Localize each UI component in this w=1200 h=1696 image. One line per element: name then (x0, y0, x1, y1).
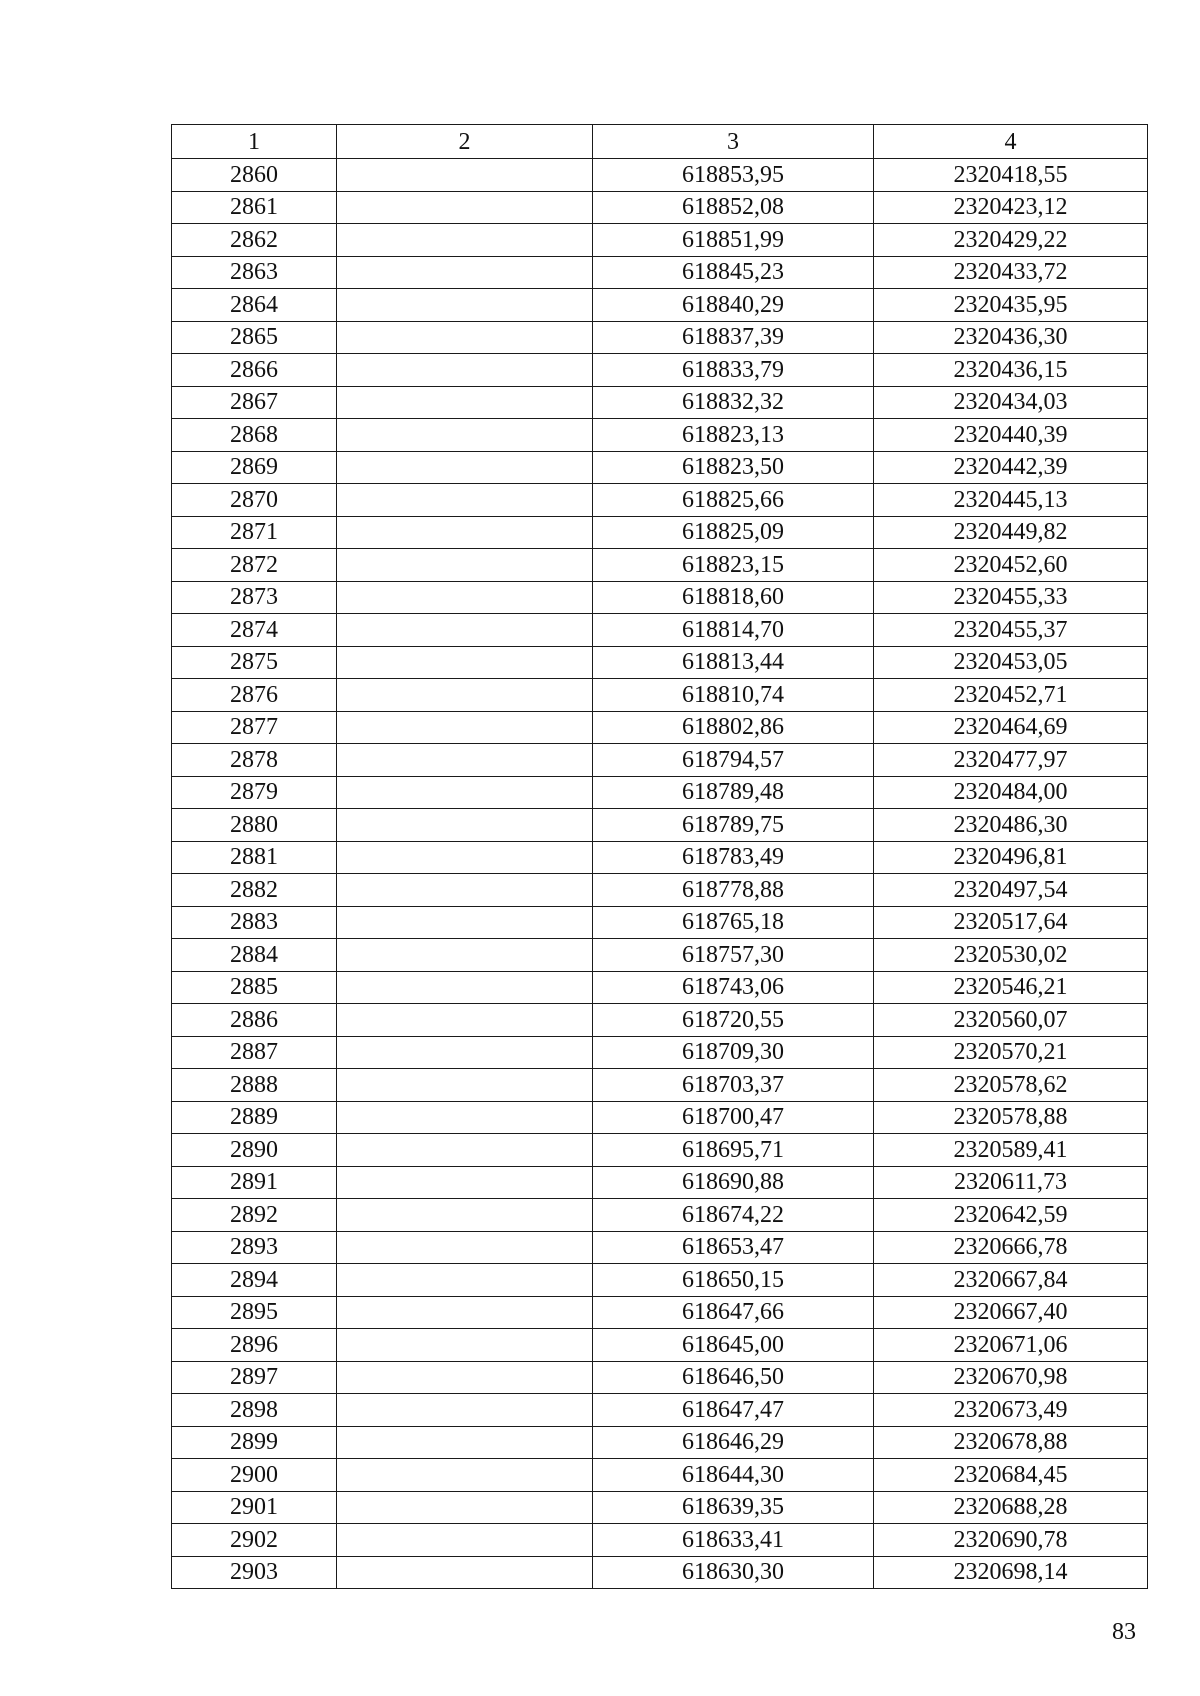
empty-cell (337, 1069, 593, 1102)
y-coordinate-cell: 2320453,05 (874, 646, 1148, 679)
x-coordinate-cell: 618700,47 (593, 1101, 874, 1134)
empty-cell (337, 549, 593, 582)
table-row (172, 1004, 1148, 1037)
point-number-cell: 2903 (172, 1556, 337, 1589)
empty-cell (337, 776, 593, 809)
table-row (172, 321, 1148, 354)
point-number-cell: 2902 (172, 1524, 337, 1557)
x-coordinate-cell: 618789,48 (593, 776, 874, 809)
x-coordinate-cell: 618840,29 (593, 289, 874, 322)
empty-cell (337, 1524, 593, 1557)
empty-cell (337, 1166, 593, 1199)
empty-cell (337, 1394, 593, 1427)
point-number-cell: 2863 (172, 256, 337, 289)
point-number-cell: 2870 (172, 484, 337, 517)
y-coordinate-cell: 2320464,69 (874, 711, 1148, 744)
table-row (172, 939, 1148, 972)
point-number-cell: 2888 (172, 1069, 337, 1102)
empty-cell (337, 191, 593, 224)
point-number-cell: 2899 (172, 1426, 337, 1459)
point-number-cell: 2885 (172, 971, 337, 1004)
point-number-cell: 2864 (172, 289, 337, 322)
point-number-cell: 2874 (172, 614, 337, 647)
y-coordinate-cell: 2320698,14 (874, 1556, 1148, 1589)
empty-cell (337, 906, 593, 939)
table-row (172, 256, 1148, 289)
empty-cell (337, 1231, 593, 1264)
empty-cell (337, 711, 593, 744)
y-coordinate-cell: 2320445,13 (874, 484, 1148, 517)
y-coordinate-cell: 2320546,21 (874, 971, 1148, 1004)
point-number-cell: 2872 (172, 549, 337, 582)
x-coordinate-cell: 618650,15 (593, 1264, 874, 1297)
point-number-cell: 2879 (172, 776, 337, 809)
table-row (172, 1166, 1148, 1199)
point-number-cell: 2875 (172, 646, 337, 679)
point-number-cell: 2866 (172, 354, 337, 387)
empty-cell (337, 224, 593, 257)
point-number-cell: 2880 (172, 809, 337, 842)
empty-cell (337, 516, 593, 549)
empty-cell (337, 1004, 593, 1037)
y-coordinate-cell: 2320611,73 (874, 1166, 1148, 1199)
y-coordinate-cell: 2320667,40 (874, 1296, 1148, 1329)
y-coordinate-cell: 2320673,49 (874, 1394, 1148, 1427)
empty-cell (337, 1296, 593, 1329)
y-coordinate-cell: 2320435,95 (874, 289, 1148, 322)
table-row (172, 906, 1148, 939)
point-number-cell: 2890 (172, 1134, 337, 1167)
x-coordinate-cell: 618645,00 (593, 1329, 874, 1362)
y-coordinate-cell: 2320666,78 (874, 1231, 1148, 1264)
table-row (172, 1296, 1148, 1329)
y-coordinate-cell: 2320433,72 (874, 256, 1148, 289)
table-row (172, 224, 1148, 257)
x-coordinate-cell: 618695,71 (593, 1134, 874, 1167)
empty-cell (337, 1361, 593, 1394)
column-header-2: 2 (337, 125, 593, 159)
table-row (172, 646, 1148, 679)
x-coordinate-cell: 618832,32 (593, 386, 874, 419)
table-row (172, 1394, 1148, 1427)
x-coordinate-cell: 618789,75 (593, 809, 874, 842)
x-coordinate-cell: 618845,23 (593, 256, 874, 289)
table-header (172, 125, 1148, 159)
point-number-cell: 2893 (172, 1231, 337, 1264)
point-number-cell: 2896 (172, 1329, 337, 1362)
y-coordinate-cell: 2320671,06 (874, 1329, 1148, 1362)
table-row (172, 1069, 1148, 1102)
table-row (172, 1491, 1148, 1524)
column-header-1: 1 (172, 125, 337, 159)
point-number-cell: 2860 (172, 159, 337, 192)
empty-cell (337, 159, 593, 192)
x-coordinate-cell: 618825,66 (593, 484, 874, 517)
x-coordinate-cell: 618639,35 (593, 1491, 874, 1524)
table-row (172, 1556, 1148, 1589)
point-number-cell: 2889 (172, 1101, 337, 1134)
y-coordinate-cell: 2320477,97 (874, 744, 1148, 777)
empty-cell (337, 1459, 593, 1492)
y-coordinate-cell: 2320452,71 (874, 679, 1148, 712)
point-number-cell: 2865 (172, 321, 337, 354)
y-coordinate-cell: 2320496,81 (874, 841, 1148, 874)
empty-cell (337, 1264, 593, 1297)
point-number-cell: 2868 (172, 419, 337, 452)
y-coordinate-cell: 2320455,37 (874, 614, 1148, 647)
point-number-cell: 2886 (172, 1004, 337, 1037)
x-coordinate-cell: 618837,39 (593, 321, 874, 354)
y-coordinate-cell: 2320484,00 (874, 776, 1148, 809)
x-coordinate-cell: 618802,86 (593, 711, 874, 744)
table-row (172, 744, 1148, 777)
y-coordinate-cell: 2320678,88 (874, 1426, 1148, 1459)
x-coordinate-cell: 618743,06 (593, 971, 874, 1004)
point-number-cell: 2873 (172, 581, 337, 614)
x-coordinate-cell: 618644,30 (593, 1459, 874, 1492)
y-coordinate-cell: 2320690,78 (874, 1524, 1148, 1557)
table-row (172, 191, 1148, 224)
x-coordinate-cell: 618709,30 (593, 1036, 874, 1069)
empty-cell (337, 1556, 593, 1589)
table-row (172, 1264, 1148, 1297)
point-number-cell: 2892 (172, 1199, 337, 1232)
y-coordinate-cell: 2320452,60 (874, 549, 1148, 582)
y-coordinate-cell: 2320423,12 (874, 191, 1148, 224)
table-row (172, 679, 1148, 712)
point-number-cell: 2882 (172, 874, 337, 907)
table-row (172, 354, 1148, 387)
x-coordinate-cell: 618823,50 (593, 451, 874, 484)
empty-cell (337, 289, 593, 322)
empty-cell (337, 744, 593, 777)
empty-cell (337, 841, 593, 874)
empty-cell (337, 614, 593, 647)
y-coordinate-cell: 2320517,64 (874, 906, 1148, 939)
table-row (172, 1329, 1148, 1362)
y-coordinate-cell: 2320436,30 (874, 321, 1148, 354)
x-coordinate-cell: 618810,74 (593, 679, 874, 712)
table-row (172, 386, 1148, 419)
point-number-cell: 2894 (172, 1264, 337, 1297)
table-row (172, 516, 1148, 549)
point-number-cell: 2887 (172, 1036, 337, 1069)
x-coordinate-cell: 618823,15 (593, 549, 874, 582)
y-coordinate-cell: 2320589,41 (874, 1134, 1148, 1167)
x-coordinate-cell: 618851,99 (593, 224, 874, 257)
point-number-cell: 2898 (172, 1394, 337, 1427)
point-number-cell: 2861 (172, 191, 337, 224)
y-coordinate-cell: 2320578,88 (874, 1101, 1148, 1134)
table-body (172, 159, 1148, 1589)
x-coordinate-cell: 618833,79 (593, 354, 874, 387)
point-number-cell: 2883 (172, 906, 337, 939)
empty-cell (337, 451, 593, 484)
empty-cell (337, 354, 593, 387)
table-row (172, 776, 1148, 809)
y-coordinate-cell: 2320449,82 (874, 516, 1148, 549)
empty-cell (337, 1101, 593, 1134)
y-coordinate-cell: 2320684,45 (874, 1459, 1148, 1492)
table-row (172, 419, 1148, 452)
y-coordinate-cell: 2320486,30 (874, 809, 1148, 842)
point-number-cell: 2895 (172, 1296, 337, 1329)
point-number-cell: 2901 (172, 1491, 337, 1524)
x-coordinate-cell: 618813,44 (593, 646, 874, 679)
table-row (172, 711, 1148, 744)
table-row (172, 1361, 1148, 1394)
x-coordinate-cell: 618794,57 (593, 744, 874, 777)
y-coordinate-cell: 2320642,59 (874, 1199, 1148, 1232)
empty-cell (337, 1036, 593, 1069)
table-row (172, 289, 1148, 322)
empty-cell (337, 321, 593, 354)
empty-cell (337, 1329, 593, 1362)
x-coordinate-cell: 618690,88 (593, 1166, 874, 1199)
y-coordinate-cell: 2320688,28 (874, 1491, 1148, 1524)
empty-cell (337, 939, 593, 972)
point-number-cell: 2878 (172, 744, 337, 777)
y-coordinate-cell: 2320436,15 (874, 354, 1148, 387)
table-row (172, 1199, 1148, 1232)
x-coordinate-cell: 618646,29 (593, 1426, 874, 1459)
x-coordinate-cell: 618853,95 (593, 159, 874, 192)
table-row (172, 581, 1148, 614)
empty-cell (337, 1491, 593, 1524)
x-coordinate-cell: 618630,30 (593, 1556, 874, 1589)
empty-cell (337, 1426, 593, 1459)
x-coordinate-cell: 618720,55 (593, 1004, 874, 1037)
x-coordinate-cell: 618653,47 (593, 1231, 874, 1264)
table-row (172, 484, 1148, 517)
table-row (172, 549, 1148, 582)
point-number-cell: 2897 (172, 1361, 337, 1394)
y-coordinate-cell: 2320530,02 (874, 939, 1148, 972)
x-coordinate-cell: 618757,30 (593, 939, 874, 972)
y-coordinate-cell: 2320570,21 (874, 1036, 1148, 1069)
table-row (172, 841, 1148, 874)
point-number-cell: 2869 (172, 451, 337, 484)
empty-cell (337, 581, 593, 614)
x-coordinate-cell: 618783,49 (593, 841, 874, 874)
table-row (172, 971, 1148, 1004)
y-coordinate-cell: 2320440,39 (874, 419, 1148, 452)
y-coordinate-cell: 2320429,22 (874, 224, 1148, 257)
page-number: 83 (1112, 1619, 1136, 1645)
x-coordinate-cell: 618646,50 (593, 1361, 874, 1394)
point-number-cell: 2884 (172, 939, 337, 972)
column-header-3: 3 (593, 125, 874, 159)
point-number-cell: 2877 (172, 711, 337, 744)
table-row (172, 1036, 1148, 1069)
table-row (172, 159, 1148, 192)
table-row (172, 1524, 1148, 1557)
x-coordinate-cell: 618778,88 (593, 874, 874, 907)
table-row (172, 1101, 1148, 1134)
table-row (172, 1231, 1148, 1264)
x-coordinate-cell: 618633,41 (593, 1524, 874, 1557)
y-coordinate-cell: 2320497,54 (874, 874, 1148, 907)
y-coordinate-cell: 2320434,03 (874, 386, 1148, 419)
empty-cell (337, 809, 593, 842)
table-row (172, 1134, 1148, 1167)
y-coordinate-cell: 2320442,39 (874, 451, 1148, 484)
x-coordinate-cell: 618823,13 (593, 419, 874, 452)
empty-cell (337, 679, 593, 712)
column-header-4: 4 (874, 125, 1148, 159)
empty-cell (337, 256, 593, 289)
x-coordinate-cell: 618825,09 (593, 516, 874, 549)
x-coordinate-cell: 618703,37 (593, 1069, 874, 1102)
empty-cell (337, 874, 593, 907)
table-row (172, 874, 1148, 907)
x-coordinate-cell: 618852,08 (593, 191, 874, 224)
empty-cell (337, 386, 593, 419)
empty-cell (337, 419, 593, 452)
table-row (172, 1459, 1148, 1492)
y-coordinate-cell: 2320455,33 (874, 581, 1148, 614)
point-number-cell: 2900 (172, 1459, 337, 1492)
x-coordinate-cell: 618765,18 (593, 906, 874, 939)
y-coordinate-cell: 2320667,84 (874, 1264, 1148, 1297)
y-coordinate-cell: 2320418,55 (874, 159, 1148, 192)
point-number-cell: 2871 (172, 516, 337, 549)
x-coordinate-cell: 618647,66 (593, 1296, 874, 1329)
table-row (172, 451, 1148, 484)
x-coordinate-cell: 618647,47 (593, 1394, 874, 1427)
coordinates-table (171, 124, 1148, 1589)
point-number-cell: 2876 (172, 679, 337, 712)
x-coordinate-cell: 618814,70 (593, 614, 874, 647)
y-coordinate-cell: 2320560,07 (874, 1004, 1148, 1037)
empty-cell (337, 1199, 593, 1232)
y-coordinate-cell: 2320670,98 (874, 1361, 1148, 1394)
table-row (172, 1426, 1148, 1459)
x-coordinate-cell: 618674,22 (593, 1199, 874, 1232)
header-row (172, 125, 1148, 159)
point-number-cell: 2867 (172, 386, 337, 419)
y-coordinate-cell: 2320578,62 (874, 1069, 1148, 1102)
empty-cell (337, 484, 593, 517)
point-number-cell: 2891 (172, 1166, 337, 1199)
empty-cell (337, 971, 593, 1004)
table-row (172, 809, 1148, 842)
x-coordinate-cell: 618818,60 (593, 581, 874, 614)
point-number-cell: 2862 (172, 224, 337, 257)
empty-cell (337, 1134, 593, 1167)
point-number-cell: 2881 (172, 841, 337, 874)
empty-cell (337, 646, 593, 679)
table-row (172, 614, 1148, 647)
